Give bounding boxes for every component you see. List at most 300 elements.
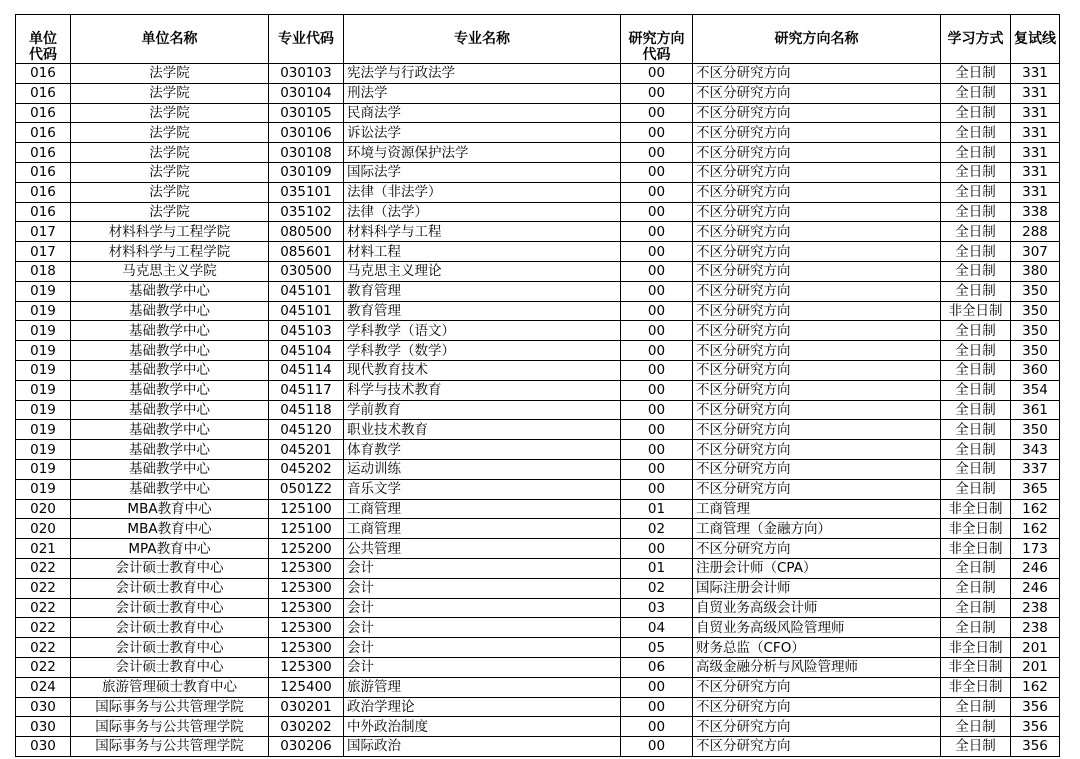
cell-direction-code: 02 bbox=[621, 519, 693, 539]
cell-unit-name: 基础教学中心 bbox=[71, 459, 269, 479]
cell-cutoff-score: 173 bbox=[1011, 539, 1060, 559]
cell-direction-name: 不区分研究方向 bbox=[693, 83, 941, 103]
cell-direction-name: 不区分研究方向 bbox=[693, 103, 941, 123]
cell-cutoff-score: 246 bbox=[1011, 578, 1060, 598]
cell-cutoff-score: 343 bbox=[1011, 440, 1060, 460]
cell-direction-code: 00 bbox=[621, 479, 693, 499]
table-row bbox=[16, 677, 1060, 697]
cell-unit-name: 会计硕士教育中心 bbox=[71, 578, 269, 598]
cell-direction-name: 工商管理（金融方向） bbox=[693, 519, 941, 539]
cell-major-code: 030109 bbox=[269, 162, 344, 182]
cell-direction-code: 00 bbox=[621, 321, 693, 341]
cell-study-mode: 全日制 bbox=[941, 420, 1011, 440]
cell-major-name: 宪法学与行政法学 bbox=[344, 64, 621, 84]
cell-unit-name: 法学院 bbox=[71, 162, 269, 182]
cell-cutoff-score: 288 bbox=[1011, 222, 1060, 242]
cell-direction-code: 00 bbox=[621, 202, 693, 222]
table-row bbox=[16, 638, 1060, 658]
cell-unit-name: 法学院 bbox=[71, 103, 269, 123]
cell-direction-code: 01 bbox=[621, 558, 693, 578]
cell-study-mode: 非全日制 bbox=[941, 539, 1011, 559]
table-row bbox=[16, 182, 1060, 202]
cell-unit-name: 法学院 bbox=[71, 182, 269, 202]
cell-direction-name: 不区分研究方向 bbox=[693, 737, 941, 757]
cell-study-mode: 全日制 bbox=[941, 321, 1011, 341]
cell-direction-code: 00 bbox=[621, 539, 693, 559]
cell-cutoff-score: 354 bbox=[1011, 380, 1060, 400]
cell-cutoff-score: 238 bbox=[1011, 598, 1060, 618]
cell-unit-name: 旅游管理硕士教育中心 bbox=[71, 677, 269, 697]
cell-unit-name: 基础教学中心 bbox=[71, 321, 269, 341]
cell-unit-name: 基础教学中心 bbox=[71, 341, 269, 361]
cell-direction-name: 不区分研究方向 bbox=[693, 479, 941, 499]
cell-cutoff-score: 361 bbox=[1011, 400, 1060, 420]
cell-major-name: 工商管理 bbox=[344, 499, 621, 519]
table-row bbox=[16, 400, 1060, 420]
cell-study-mode: 非全日制 bbox=[941, 301, 1011, 321]
cell-unit-code: 016 bbox=[16, 182, 71, 202]
cell-direction-name: 不区分研究方向 bbox=[693, 539, 941, 559]
cell-major-code: 125400 bbox=[269, 677, 344, 697]
cell-study-mode: 全日制 bbox=[941, 242, 1011, 262]
cell-cutoff-score: 360 bbox=[1011, 360, 1060, 380]
cell-major-name: 学前教育 bbox=[344, 400, 621, 420]
cell-direction-code: 00 bbox=[621, 83, 693, 103]
table-row bbox=[16, 281, 1060, 301]
table-row bbox=[16, 242, 1060, 262]
table-row bbox=[16, 380, 1060, 400]
cell-unit-code: 017 bbox=[16, 242, 71, 262]
cell-major-name: 刑法学 bbox=[344, 83, 621, 103]
cell-direction-name: 不区分研究方向 bbox=[693, 677, 941, 697]
cell-cutoff-score: 331 bbox=[1011, 162, 1060, 182]
cell-direction-name: 不区分研究方向 bbox=[693, 301, 941, 321]
cell-unit-code: 022 bbox=[16, 638, 71, 658]
cell-major-code: 125100 bbox=[269, 499, 344, 519]
cell-cutoff-score: 238 bbox=[1011, 618, 1060, 638]
cell-unit-name: 国际事务与公共管理学院 bbox=[71, 717, 269, 737]
cell-major-code: 030202 bbox=[269, 717, 344, 737]
cell-unit-code: 019 bbox=[16, 321, 71, 341]
cell-direction-name: 高级金融分析与风险管理师 bbox=[693, 657, 941, 677]
cell-direction-name: 不区分研究方向 bbox=[693, 242, 941, 262]
cell-study-mode: 全日制 bbox=[941, 400, 1011, 420]
cell-major-code: 045118 bbox=[269, 400, 344, 420]
cell-major-code: 045114 bbox=[269, 360, 344, 380]
cell-direction-name: 不区分研究方向 bbox=[693, 162, 941, 182]
cell-major-name: 体育教学 bbox=[344, 440, 621, 460]
cell-direction-code: 00 bbox=[621, 341, 693, 361]
cell-direction-code: 00 bbox=[621, 103, 693, 123]
cell-major-code: 125300 bbox=[269, 598, 344, 618]
cell-unit-code: 019 bbox=[16, 420, 71, 440]
cell-direction-name: 不区分研究方向 bbox=[693, 261, 941, 281]
cell-unit-name: 基础教学中心 bbox=[71, 360, 269, 380]
cell-direction-name: 不区分研究方向 bbox=[693, 281, 941, 301]
cell-unit-name: 材料科学与工程学院 bbox=[71, 222, 269, 242]
cell-direction-code: 00 bbox=[621, 64, 693, 84]
cell-unit-code: 022 bbox=[16, 657, 71, 677]
cell-direction-name: 不区分研究方向 bbox=[693, 420, 941, 440]
cell-unit-code: 019 bbox=[16, 459, 71, 479]
col-header-unit-code bbox=[16, 15, 71, 64]
cell-unit-code: 016 bbox=[16, 162, 71, 182]
table-row bbox=[16, 360, 1060, 380]
cell-unit-name: 会计硕士教育中心 bbox=[71, 598, 269, 618]
cell-major-code: 030500 bbox=[269, 261, 344, 281]
cell-major-name: 马克思主义理论 bbox=[344, 261, 621, 281]
cell-unit-code: 022 bbox=[16, 598, 71, 618]
cell-major-code: 125300 bbox=[269, 638, 344, 658]
cell-direction-name: 不区分研究方向 bbox=[693, 697, 941, 717]
cell-cutoff-score: 356 bbox=[1011, 697, 1060, 717]
cell-major-code: 045103 bbox=[269, 321, 344, 341]
cell-direction-code: 00 bbox=[621, 440, 693, 460]
cell-cutoff-score: 350 bbox=[1011, 281, 1060, 301]
cell-study-mode: 全日制 bbox=[941, 64, 1011, 84]
col-header-cutoff-score: 复试线 bbox=[1011, 15, 1060, 64]
table-row bbox=[16, 341, 1060, 361]
cell-unit-name: 国际事务与公共管理学院 bbox=[71, 697, 269, 717]
cell-major-name: 旅游管理 bbox=[344, 677, 621, 697]
cell-unit-name: 法学院 bbox=[71, 64, 269, 84]
cell-major-code: 030108 bbox=[269, 143, 344, 163]
cell-major-name: 工商管理 bbox=[344, 519, 621, 539]
cell-direction-code: 00 bbox=[621, 261, 693, 281]
cell-study-mode: 全日制 bbox=[941, 717, 1011, 737]
cell-direction-code: 03 bbox=[621, 598, 693, 618]
cell-direction-name: 自贸业务高级风险管理师 bbox=[693, 618, 941, 638]
cell-major-name: 学科教学（语文） bbox=[344, 321, 621, 341]
cell-major-name: 现代教育技术 bbox=[344, 360, 621, 380]
cell-unit-name: 基础教学中心 bbox=[71, 380, 269, 400]
cell-major-code: 0501Z2 bbox=[269, 479, 344, 499]
cell-unit-name: 会计硕士教育中心 bbox=[71, 638, 269, 658]
cell-major-code: 125200 bbox=[269, 539, 344, 559]
cell-cutoff-score: 331 bbox=[1011, 143, 1060, 163]
cell-major-name: 诉讼法学 bbox=[344, 123, 621, 143]
cell-direction-name: 注册会计师（CPA） bbox=[693, 558, 941, 578]
cell-direction-name: 不区分研究方向 bbox=[693, 380, 941, 400]
cell-major-name: 会计 bbox=[344, 598, 621, 618]
cell-direction-code: 00 bbox=[621, 697, 693, 717]
cell-cutoff-score: 338 bbox=[1011, 202, 1060, 222]
cell-study-mode: 全日制 bbox=[941, 440, 1011, 460]
cell-unit-code: 019 bbox=[16, 479, 71, 499]
cell-unit-code: 024 bbox=[16, 677, 71, 697]
table-row bbox=[16, 202, 1060, 222]
cell-direction-code: 00 bbox=[621, 380, 693, 400]
col-header-unit-name: 单位名称 bbox=[71, 15, 269, 64]
table-row bbox=[16, 459, 1060, 479]
cell-major-name: 教育管理 bbox=[344, 281, 621, 301]
cell-unit-code: 020 bbox=[16, 499, 71, 519]
cell-major-code: 125100 bbox=[269, 519, 344, 539]
cell-cutoff-score: 350 bbox=[1011, 321, 1060, 341]
cell-direction-name: 不区分研究方向 bbox=[693, 321, 941, 341]
score-table-container bbox=[15, 14, 1060, 757]
col-header-major-name: 专业名称 bbox=[344, 15, 621, 64]
table-row bbox=[16, 222, 1060, 242]
cell-major-name: 会计 bbox=[344, 558, 621, 578]
cell-cutoff-score: 331 bbox=[1011, 103, 1060, 123]
cell-major-code: 125300 bbox=[269, 618, 344, 638]
cell-study-mode: 全日制 bbox=[941, 578, 1011, 598]
cell-direction-code: 04 bbox=[621, 618, 693, 638]
cell-cutoff-score: 331 bbox=[1011, 123, 1060, 143]
cell-unit-code: 022 bbox=[16, 558, 71, 578]
cell-major-name: 会计 bbox=[344, 618, 621, 638]
cell-direction-name: 不区分研究方向 bbox=[693, 341, 941, 361]
table-row bbox=[16, 301, 1060, 321]
cell-study-mode: 全日制 bbox=[941, 697, 1011, 717]
cell-major-name: 法律（非法学） bbox=[344, 182, 621, 202]
cell-major-code: 045104 bbox=[269, 341, 344, 361]
cell-direction-code: 00 bbox=[621, 717, 693, 737]
cell-direction-name: 自贸业务高级会计师 bbox=[693, 598, 941, 618]
cell-study-mode: 非全日制 bbox=[941, 677, 1011, 697]
cell-direction-code: 00 bbox=[621, 360, 693, 380]
cell-direction-name: 不区分研究方向 bbox=[693, 459, 941, 479]
cell-cutoff-score: 201 bbox=[1011, 657, 1060, 677]
table-row bbox=[16, 261, 1060, 281]
table-body bbox=[16, 64, 1060, 757]
table-row bbox=[16, 519, 1060, 539]
cell-major-name: 材料工程 bbox=[344, 242, 621, 262]
cell-unit-name: 法学院 bbox=[71, 143, 269, 163]
cell-study-mode: 全日制 bbox=[941, 162, 1011, 182]
cell-direction-code: 00 bbox=[621, 162, 693, 182]
table-row bbox=[16, 618, 1060, 638]
cell-unit-name: 国际事务与公共管理学院 bbox=[71, 737, 269, 757]
cell-unit-code: 019 bbox=[16, 400, 71, 420]
table-row bbox=[16, 737, 1060, 757]
cell-cutoff-score: 356 bbox=[1011, 737, 1060, 757]
table-row bbox=[16, 143, 1060, 163]
col-header-direction-name: 研究方向名称 bbox=[693, 15, 941, 64]
cell-major-name: 教育管理 bbox=[344, 301, 621, 321]
cell-direction-name: 不区分研究方向 bbox=[693, 360, 941, 380]
cell-major-name: 会计 bbox=[344, 638, 621, 658]
cell-cutoff-score: 201 bbox=[1011, 638, 1060, 658]
cell-direction-name: 不区分研究方向 bbox=[693, 222, 941, 242]
cell-major-code: 125300 bbox=[269, 578, 344, 598]
table-row bbox=[16, 420, 1060, 440]
cell-major-name: 国际政治 bbox=[344, 737, 621, 757]
cell-unit-code: 030 bbox=[16, 737, 71, 757]
cell-major-code: 035101 bbox=[269, 182, 344, 202]
cell-direction-name: 财务总监（CFO） bbox=[693, 638, 941, 658]
cell-cutoff-score: 331 bbox=[1011, 64, 1060, 84]
cell-major-name: 公共管理 bbox=[344, 539, 621, 559]
cell-study-mode: 非全日制 bbox=[941, 499, 1011, 519]
cell-major-name: 会计 bbox=[344, 657, 621, 677]
col-header-study-mode: 学习方式 bbox=[941, 15, 1011, 64]
cell-major-code: 085601 bbox=[269, 242, 344, 262]
cell-study-mode: 非全日制 bbox=[941, 657, 1011, 677]
table-row bbox=[16, 558, 1060, 578]
cell-direction-code: 02 bbox=[621, 578, 693, 598]
cell-study-mode: 全日制 bbox=[941, 558, 1011, 578]
cell-major-code: 125300 bbox=[269, 657, 344, 677]
cell-major-name: 运动训练 bbox=[344, 459, 621, 479]
cell-unit-code: 016 bbox=[16, 64, 71, 84]
cell-direction-code: 00 bbox=[621, 677, 693, 697]
cell-study-mode: 全日制 bbox=[941, 618, 1011, 638]
cell-direction-code: 00 bbox=[621, 182, 693, 202]
cell-direction-name: 不区分研究方向 bbox=[693, 143, 941, 163]
cell-cutoff-score: 350 bbox=[1011, 301, 1060, 321]
cell-unit-code: 016 bbox=[16, 123, 71, 143]
cell-unit-code: 017 bbox=[16, 222, 71, 242]
cell-unit-code: 019 bbox=[16, 440, 71, 460]
score-table bbox=[15, 14, 1060, 757]
cell-cutoff-score: 337 bbox=[1011, 459, 1060, 479]
cell-cutoff-score: 246 bbox=[1011, 558, 1060, 578]
cell-direction-name: 工商管理 bbox=[693, 499, 941, 519]
cell-direction-code: 00 bbox=[621, 420, 693, 440]
cell-cutoff-score: 365 bbox=[1011, 479, 1060, 499]
cell-major-code: 030105 bbox=[269, 103, 344, 123]
cell-major-code: 045101 bbox=[269, 281, 344, 301]
cell-unit-code: 019 bbox=[16, 341, 71, 361]
cell-study-mode: 全日制 bbox=[941, 360, 1011, 380]
cell-direction-name: 不区分研究方向 bbox=[693, 400, 941, 420]
cell-unit-code: 019 bbox=[16, 301, 71, 321]
cell-study-mode: 非全日制 bbox=[941, 519, 1011, 539]
cell-major-name: 民商法学 bbox=[344, 103, 621, 123]
cell-unit-name: MBA教育中心 bbox=[71, 499, 269, 519]
cell-cutoff-score: 350 bbox=[1011, 341, 1060, 361]
cell-study-mode: 全日制 bbox=[941, 103, 1011, 123]
cell-direction-code: 00 bbox=[621, 281, 693, 301]
cell-cutoff-score: 162 bbox=[1011, 499, 1060, 519]
cell-study-mode: 全日制 bbox=[941, 143, 1011, 163]
col-header-major-code: 专业代码 bbox=[269, 15, 344, 64]
cell-unit-name: 法学院 bbox=[71, 123, 269, 143]
cell-major-code: 045202 bbox=[269, 459, 344, 479]
cell-cutoff-score: 331 bbox=[1011, 83, 1060, 103]
cell-unit-code: 030 bbox=[16, 697, 71, 717]
cell-unit-name: MBA教育中心 bbox=[71, 519, 269, 539]
cell-direction-name: 不区分研究方向 bbox=[693, 717, 941, 737]
cell-unit-name: 法学院 bbox=[71, 83, 269, 103]
cell-direction-name: 不区分研究方向 bbox=[693, 202, 941, 222]
cell-unit-name: 马克思主义学院 bbox=[71, 261, 269, 281]
table-row bbox=[16, 499, 1060, 519]
cell-study-mode: 全日制 bbox=[941, 341, 1011, 361]
cell-direction-name: 不区分研究方向 bbox=[693, 123, 941, 143]
table-row bbox=[16, 103, 1060, 123]
cell-major-name: 学科教学（数学） bbox=[344, 341, 621, 361]
cell-direction-code: 00 bbox=[621, 400, 693, 420]
cell-direction-code: 00 bbox=[621, 222, 693, 242]
col-header-direction-code bbox=[621, 15, 693, 64]
cell-study-mode: 全日制 bbox=[941, 380, 1011, 400]
cell-unit-code: 021 bbox=[16, 539, 71, 559]
cell-major-name: 政治学理论 bbox=[344, 697, 621, 717]
cell-unit-name: 基础教学中心 bbox=[71, 479, 269, 499]
table-row bbox=[16, 321, 1060, 341]
cell-major-name: 中外政治制度 bbox=[344, 717, 621, 737]
cell-study-mode: 非全日制 bbox=[941, 638, 1011, 658]
cell-unit-name: 法学院 bbox=[71, 202, 269, 222]
cell-major-name: 音乐文学 bbox=[344, 479, 621, 499]
table-row bbox=[16, 717, 1060, 737]
cell-unit-code: 016 bbox=[16, 143, 71, 163]
cell-direction-name: 不区分研究方向 bbox=[693, 64, 941, 84]
cell-unit-name: 基础教学中心 bbox=[71, 281, 269, 301]
cell-cutoff-score: 350 bbox=[1011, 420, 1060, 440]
cell-unit-name: 会计硕士教育中心 bbox=[71, 618, 269, 638]
cell-unit-code: 016 bbox=[16, 83, 71, 103]
header-label: 研究方向 代码 bbox=[628, 31, 685, 63]
cell-study-mode: 全日制 bbox=[941, 222, 1011, 242]
cell-major-name: 会计 bbox=[344, 578, 621, 598]
cell-major-code: 080500 bbox=[269, 222, 344, 242]
cell-major-name: 职业技术教育 bbox=[344, 420, 621, 440]
cell-major-name: 法律（法学） bbox=[344, 202, 621, 222]
header-row bbox=[16, 15, 1060, 64]
cell-study-mode: 全日制 bbox=[941, 598, 1011, 618]
cell-cutoff-score: 162 bbox=[1011, 677, 1060, 697]
table-row bbox=[16, 162, 1060, 182]
table-row bbox=[16, 479, 1060, 499]
table-row bbox=[16, 83, 1060, 103]
cell-direction-code: 00 bbox=[621, 301, 693, 321]
cell-unit-name: 会计硕士教育中心 bbox=[71, 558, 269, 578]
cell-study-mode: 全日制 bbox=[941, 83, 1011, 103]
cell-unit-name: 基础教学中心 bbox=[71, 440, 269, 460]
cell-study-mode: 全日制 bbox=[941, 123, 1011, 143]
table-row bbox=[16, 578, 1060, 598]
cell-unit-code: 022 bbox=[16, 618, 71, 638]
cell-unit-name: 会计硕士教育中心 bbox=[71, 657, 269, 677]
cell-major-code: 035102 bbox=[269, 202, 344, 222]
cell-major-code: 045120 bbox=[269, 420, 344, 440]
cell-cutoff-score: 380 bbox=[1011, 261, 1060, 281]
cell-unit-code: 018 bbox=[16, 261, 71, 281]
cell-cutoff-score: 307 bbox=[1011, 242, 1060, 262]
cell-unit-code: 022 bbox=[16, 578, 71, 598]
cell-study-mode: 全日制 bbox=[941, 737, 1011, 757]
cell-major-name: 材料科学与工程 bbox=[344, 222, 621, 242]
cell-unit-code: 019 bbox=[16, 281, 71, 301]
cell-major-code: 030206 bbox=[269, 737, 344, 757]
cell-direction-code: 05 bbox=[621, 638, 693, 658]
cell-unit-code: 019 bbox=[16, 380, 71, 400]
cell-direction-code: 01 bbox=[621, 499, 693, 519]
cell-major-code: 030104 bbox=[269, 83, 344, 103]
cell-direction-code: 00 bbox=[621, 459, 693, 479]
cell-direction-code: 00 bbox=[621, 123, 693, 143]
cell-unit-code: 016 bbox=[16, 202, 71, 222]
cell-study-mode: 全日制 bbox=[941, 281, 1011, 301]
cell-major-code: 045101 bbox=[269, 301, 344, 321]
table-row bbox=[16, 697, 1060, 717]
cell-cutoff-score: 162 bbox=[1011, 519, 1060, 539]
cell-study-mode: 全日制 bbox=[941, 459, 1011, 479]
cell-unit-name: 基础教学中心 bbox=[71, 301, 269, 321]
cell-study-mode: 全日制 bbox=[941, 182, 1011, 202]
cell-major-code: 045117 bbox=[269, 380, 344, 400]
cell-unit-name: 基础教学中心 bbox=[71, 400, 269, 420]
header-label: 单位 代码 bbox=[29, 31, 57, 63]
cell-major-code: 030103 bbox=[269, 64, 344, 84]
cell-direction-name: 国际注册会计师 bbox=[693, 578, 941, 598]
cell-major-code: 125300 bbox=[269, 558, 344, 578]
cell-study-mode: 全日制 bbox=[941, 479, 1011, 499]
